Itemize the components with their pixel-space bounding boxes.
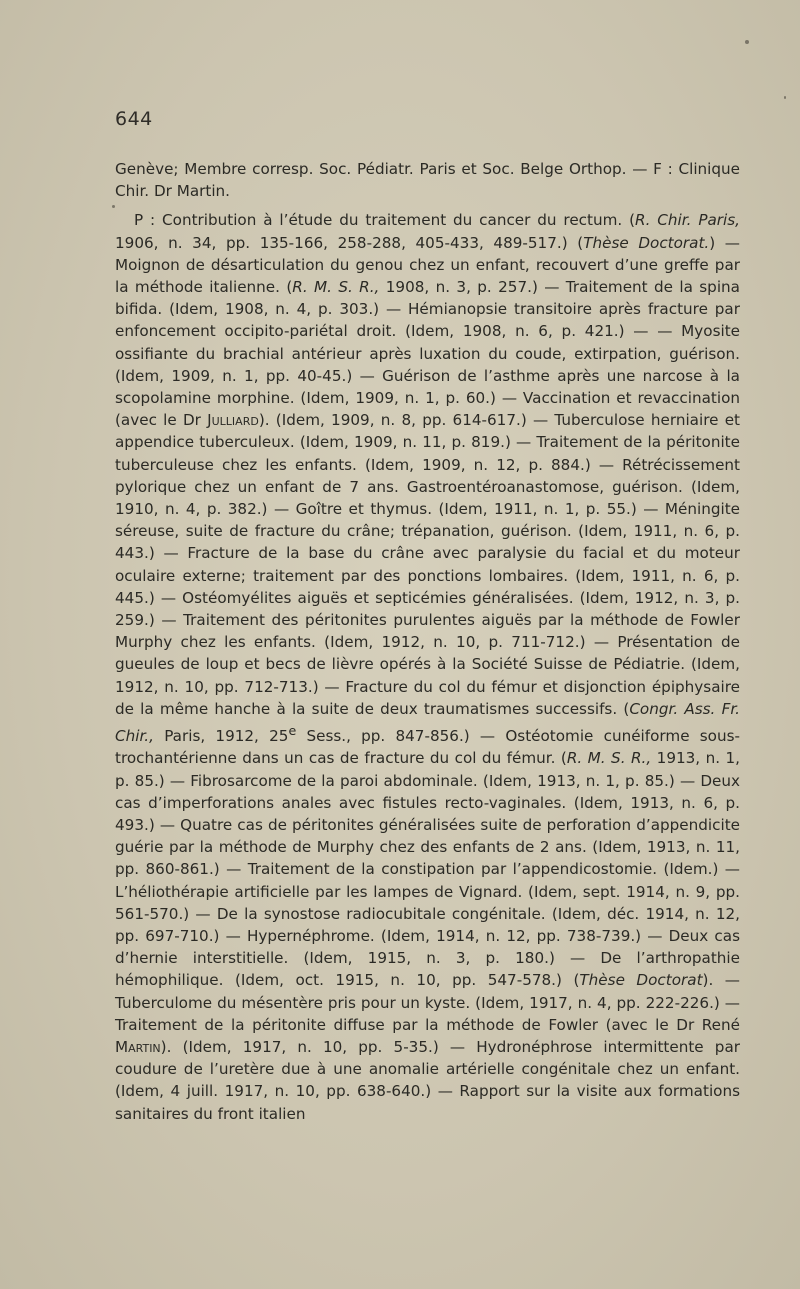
paper-speck — [784, 96, 786, 99]
text-run: ). (Idem, 1917, n. 10, pp. 5-35.) — Hydronéphrose intermittente par coudure de l’uretère due à une anomalie artérielle congénitale chez un enfant. (Idem, 4 juill. 1917, n. 10, pp. 638-640.) — Rapport sur la visite aux formations sanitaires du front italien — [115, 1037, 740, 1123]
journal-ref: Congr. Ass. Fr. Chir., — [115, 699, 740, 746]
author-name: Martin — [115, 1037, 161, 1056]
thesis-ref: Thèse Doctorat. — [583, 233, 710, 252]
text-run: P : Contribution à l’étude du traitement du cancer du rectum. ( — [134, 211, 636, 230]
journal-ref: R. M. S. R., — [566, 749, 652, 768]
text-run: 1906, n. 34, pp. 135-166, 258-288, 405-433, 489-517.) ( — [115, 233, 584, 252]
text-run: Sess., pp. 847-856.) — Ostéotomie cunéiforme sous-trochantérienne dans un cas de fracture du col du fémur. ( — [115, 727, 740, 768]
text-block — [115, 158, 740, 1125]
text-run: ). (Idem, 1909, n. 8, pp. 614-617.) — Tuberculose herniaire et appendice tuberculeux. (Idem, 1909, n. 11, p. 819.) — Traitement de la péritonite tuberculeuse chez les enfants. (Idem, 1909, n. 12, p. 884.) — Rétrécissement pylorique chez un enfant de 7 ans. Gastroentéroanastomose, guérison. (Idem, 1910, n. 4, p. 382.) — Goître et thymus. (Idem, 1911, n. 1, p. 55.) — Méningite séreuse, suite de fracture du crâne; trépanation, guérison. (Idem, 1911, n. 6, p. 443.) — Fracture de la base du crâne avec paralysie du facial et du moteur oculaire externe; traitement par des ponctions lombaires. (Idem, 1911, n. 6, p. 445.) — Ostéomyélites aiguës et septicémies généralisées. (Idem, 1912, n. 3, p. 259.) — Traitement des péritonites purulentes aiguës par la méthode de Fowler Murphy chez les enfants. (Idem, 1912, n. 10, p. 711-712.) — Présentation de gueules de loup et becs de lièvre opérés à la Société Suisse de Pédiatrie. (Idem, 1912, n. 10, pp. 712-713.) — Fracture du col du fémur et disjonction épiphysaire de la même hanche à la suite de deux traumatismes successifs. ( — [115, 411, 740, 718]
superscript: e — [288, 723, 297, 739]
author-name: Julliard — [207, 411, 259, 430]
paper-speck — [745, 40, 749, 44]
journal-ref: R. M. S. R., — [292, 278, 380, 297]
intro-paragraph: Genève; Membre corresp. Soc. Pédiatr. Paris et Soc. Belge Orthop. — F : Clinique Chir. Dr Martin. — [115, 160, 740, 201]
page-number: 644 — [115, 108, 153, 130]
text-run: 1913, n. 1, p. 85.) — Fibrosarcome de la paroi abdominale. (Idem, 1913, n. 1, p. 85.) — Deux cas d’imperforations anales avec fistules recto-vaginales. (Idem, 1913, n. 6, p. 493.) — Quatre cas de péritonites généralisées suite de perforation d’appendicite guérie par la méthode de Murphy chez des enfants de 2 ans. (Idem, 1913, n. 11, pp. 860-861.) — Traitement de la constipation par l’appendicostomie. (Idem.) — L’héliothérapie artificielle par les lampes de Vignard. (Idem, sept. 1914, n. 9, pp. 561-570.) — De la synostose radiocubitale congénitale. (Idem, déc. 1914, n. 12, pp. 697-710.) — Hypernéphrome. (Idem, 1914, n. 12, pp. 738-739.) — Deux cas d’hernie interstitielle. (Idem, 1915, n. 3, p. 180.) — De l’arthropathie hémophilique. (Idem, oct. 1915, n. 10, pp. 547-578.) ( — [115, 749, 740, 990]
text-run: ). — Tuberculome du mésentère pris pour un kyste. (Idem, 1917, n. 4, pp. 222-226.) — Traitement de la péritonite diffuse par la méthode de Fowler (avec le Dr René — [115, 971, 740, 1034]
publications-paragraph — [115, 209, 740, 1124]
paper-speck — [112, 205, 115, 208]
text-run: 1908, n. 3, p. 257.) — Traitement de la spina bifida. (Idem, 1908, n. 4, p. 303.) — Hémianopsie transitoire après fracture par enfoncement occipito-pariétal droit. (Idem, 1908, n. 6, p. 421.) — — Myosite ossifiante du brachial antérieur après luxation du coude, extirpation, guérison. (Idem, 1909, n. 1, pp. 40-45.) — Guérison de l’asthme après une narcose à la scopolamine morphine. (Idem, 1909, n. 1, p. 60.) — Vaccination et revaccination (avec le Dr — [115, 278, 740, 430]
journal-ref: R. Chir. Paris, — [635, 211, 740, 230]
text-run: Paris, 1912, 25 — [153, 727, 289, 746]
text-run: ) — Moignon de désarticulation du genou chez un enfant, recouvert d’une greffe par la méthode italienne. ( — [115, 233, 740, 297]
thesis-ref: Thèse Doctorat — [579, 971, 703, 990]
